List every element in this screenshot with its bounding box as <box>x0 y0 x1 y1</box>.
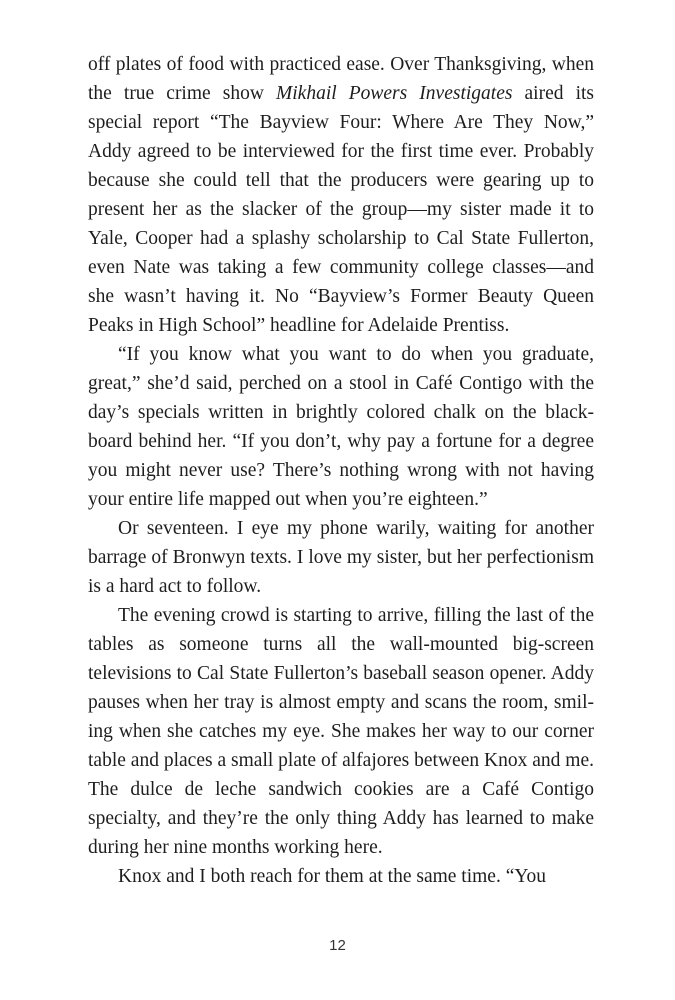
body-text <box>88 50 594 891</box>
text-run: “If you know what you want to do when you graduate, great,” she’d said, perched on a stool in Café Contigo with the day’s specials written in brightly colored chalk on the blackboard behind her. “If you don’t, why pay a fortune for a degree you might never use? There’s nothing wrong with not having your entire life mapped out when you’re eighteen.” <box>88 344 594 510</box>
paragraph <box>88 340 594 514</box>
paragraph <box>88 862 594 891</box>
text-run: Or seventeen. I eye my phone warily, waiting for another barrage of Bronwyn texts. I love my sister, but her perfectionism is a hard act to follow. <box>88 518 594 597</box>
text-run: Knox and I both reach for them at the same time. “You <box>118 866 546 887</box>
paragraph <box>88 601 594 862</box>
text-run: off plates of food with practiced ease. Over Thanksgiving, when the true crime show <box>88 54 594 104</box>
text-run: The evening crowd is starting to arrive, filling the last of the tables as someone turns all the wall-mounted big-screen televisions to Cal State Fullerton’s baseball season opener. Addy pauses when her tray is almost empty and scans the room, smiling when she catches my eye. She makes her way to our corner table and places a small plate of alfajores between Knox and me. The dulce de leche sandwich cookies are a Café Contigo specialty, and they’re the only thing Addy has learned to make during her nine months working here. <box>88 605 594 858</box>
show-title-italic: Mikhail Powers Investigates <box>276 83 513 104</box>
page-number: 12 <box>329 937 346 954</box>
paragraph <box>88 50 594 340</box>
paragraph <box>88 514 594 601</box>
text-run: aired its special report “The Bayview Four: Where Are They Now,” Addy agreed to be interviewed for the first time ever. Probably because she could tell that the producers were gearing up to present her as the slacker of the group—my sister made it to Yale, Cooper had a splashy scholarship to Cal State Fullerton, even Nate was taking a few community college classes—and she wasn’t having it. No “Bayview’s Former Beauty Queen Peaks in High School” headline for Adelaide Prentiss. <box>88 83 594 336</box>
